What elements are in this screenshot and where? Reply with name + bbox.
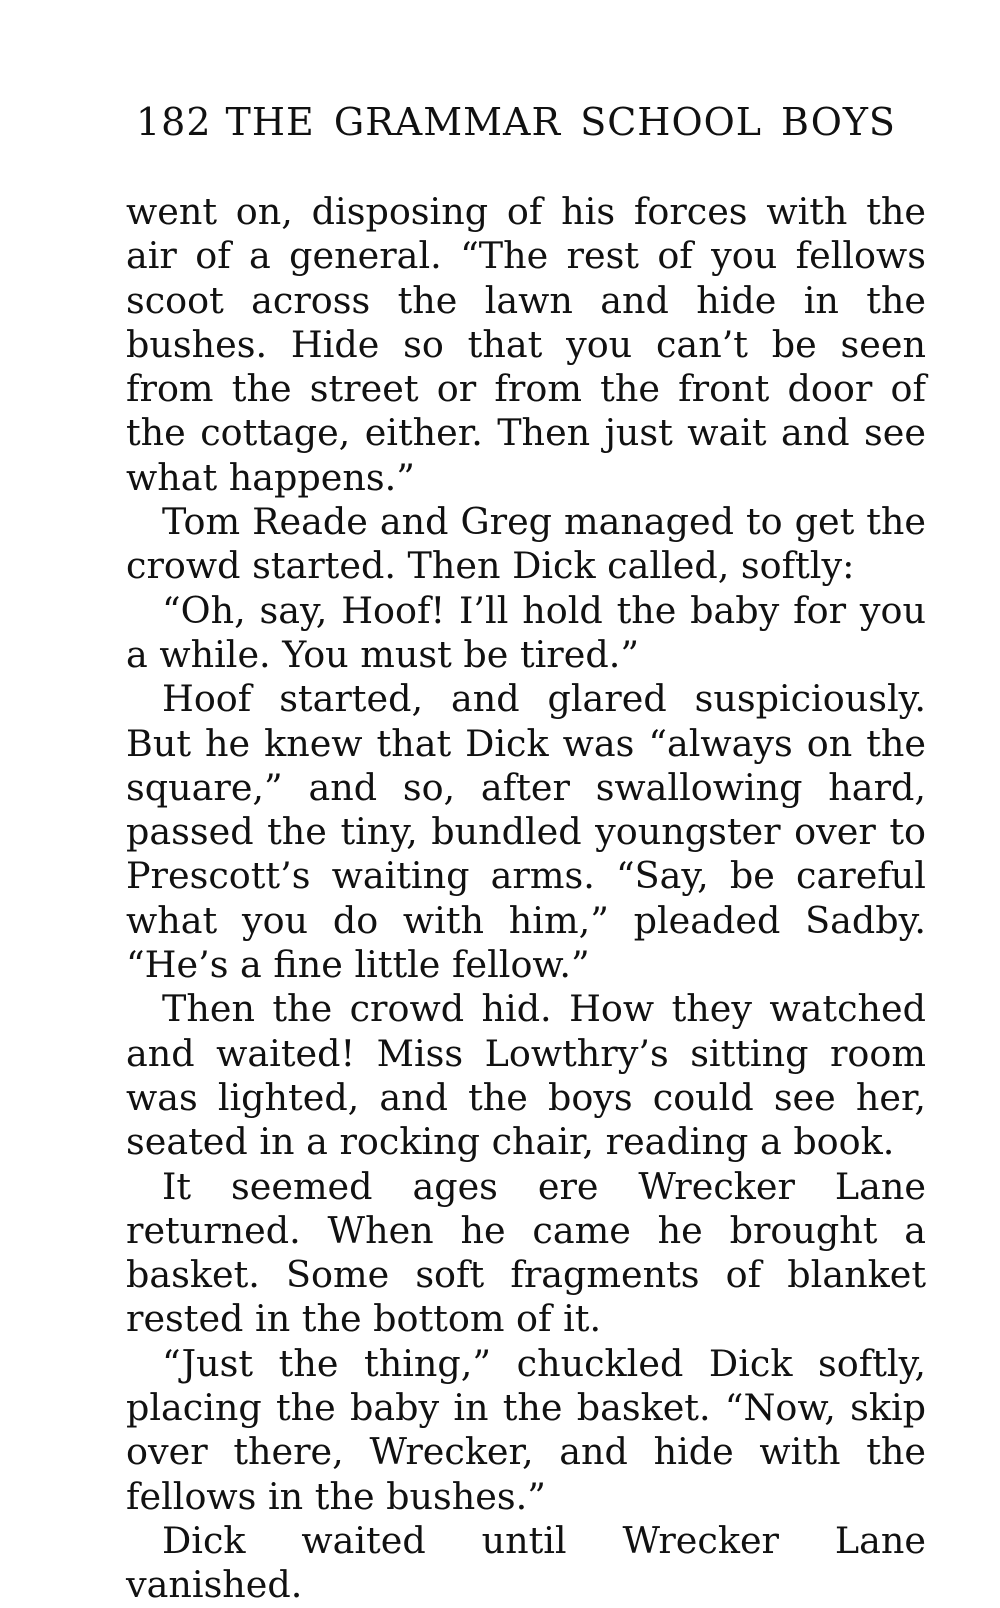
paragraph: Tom Reade and Greg managed to get the crowd started. Then Dick called, softly: (126, 500, 926, 588)
running-title: THE GRAMMAR SCHOOL BOYS (225, 100, 896, 144)
paragraph: Then the crowd hid. How they watched and waited! Miss Lowthry’s sitting room was lighted, and the boys could see her, seated in a rocking chair, reading a book. (126, 987, 926, 1164)
paragraph: Hoof started, and glared suspiciously. But he knew that Dick was “always on the square,” and so, after swallowing hard, passed the tiny, bundled youngster over to Prescott’s waiting arms. “Say, be careful what you do with him,” pleaded Sadby. “He’s a fine little fellow.” (126, 677, 926, 987)
page-number: 182 (136, 100, 212, 144)
running-head (136, 100, 896, 144)
paragraph: “Just the thing,” chuckled Dick softly, placing the baby in the basket. “Now, skip over there, Wrecker, and hide with the fellows in the bushes.” (126, 1341, 926, 1518)
body-text (126, 190, 926, 1608)
paragraph: It seemed ages ere Wrecker Lane returned. When he came he brought a basket. Some soft fragments of blanket rested in the bottom of it. (126, 1164, 926, 1341)
paragraph: went on, disposing of his forces with the air of a general. “The rest of you fellows scoot across the lawn and hide in the bushes. Hide so that you can’t be seen from the street or from the front door of the cottage, either. Then just wait and see what happens.” (126, 190, 926, 499)
paragraph: “Oh, say, Hoof! I’ll hold the baby for you a while. You must be tired.” (126, 588, 926, 676)
paragraph: Dick waited until Wrecker Lane vanished. (126, 1518, 926, 1607)
